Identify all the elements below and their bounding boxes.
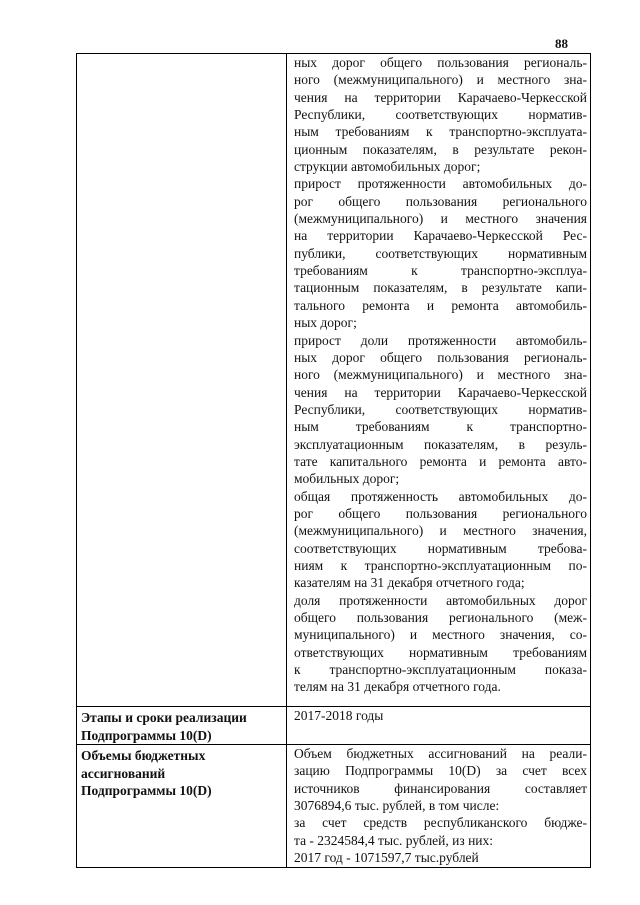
targets-text-line: Республики, соответствующих норматив- xyxy=(294,401,587,417)
targets-text-line: ответствующих нормативным требованиям xyxy=(294,644,587,660)
targets-text-line: на территории Карачаево-Черкесской Рес- xyxy=(294,228,587,244)
targets-text-line: чения на территории Карачаево-Черкесской xyxy=(294,384,587,400)
targets-text-line: ционным показателям, в результате рекон- xyxy=(294,141,587,157)
targets-text-line: (межмуниципального) и местного значения xyxy=(294,211,587,227)
table-row-stages xyxy=(77,707,591,745)
targets-text-line: чения на территории Карачаево-Черкесской xyxy=(294,89,587,105)
targets-text-line: ного (межмуниципального) и местного зна- xyxy=(294,72,587,88)
targets-text-line: доля протяженности автомобильных дорог xyxy=(294,592,587,608)
targets-text-line: прирост протяженности автомобильных до- xyxy=(294,176,587,192)
targets-text-line: ных дорог общего пользования региональ- xyxy=(294,55,587,70)
targets-text-line: Республики, соответствующих норматив- xyxy=(294,107,587,123)
budget-label-line: Подпрограммы 10(D) xyxy=(81,783,212,798)
targets-text-line: (межмуниципального) и местного значения, xyxy=(294,523,587,539)
targets-text-line: рог общего пользования регионального xyxy=(294,505,587,521)
stages-label-line: Подпрограммы 10(D) xyxy=(81,727,212,743)
targets-text-line: публики, соответствующих нормативным xyxy=(294,245,587,261)
targets-text-line: мобильных дорог; xyxy=(294,471,400,487)
targets-text-line: рог общего пользования регионального xyxy=(294,193,587,209)
targets-text-line: ным требованиям к транспортно- xyxy=(294,419,587,435)
targets-text-line: тате капитального ремонта и ремонта авто- xyxy=(294,453,587,469)
budget-text-line: зацию Подпрограммы 10(D) за счет всех xyxy=(294,763,587,779)
budget-label-line: ассигнований xyxy=(81,765,166,781)
targets-text-line: казателям на 31 декабря отчетного года; xyxy=(294,575,525,591)
targets-text-line: тационным показателям, в результате капи- xyxy=(294,280,587,296)
table-row-targets xyxy=(77,54,591,707)
targets-text-line: муниципального) и местного значения, со- xyxy=(294,627,587,643)
stages-label xyxy=(77,707,287,745)
targets-text xyxy=(287,54,591,707)
budget-text-line: та - 2324584,4 тыс. рублей, из них: xyxy=(294,832,494,848)
targets-text-line: прирост доли протяженности автомобиль- xyxy=(294,332,587,348)
page-number: 88 xyxy=(555,36,568,51)
budget-text-line: источников финансирования составляет xyxy=(294,780,587,796)
targets-text-line: эксплуатационным показателям, в резуль- xyxy=(294,436,587,452)
targets-text-line: ного (межмуниципального) и местного зна- xyxy=(294,367,587,383)
targets-text-line: общего пользования регионального (меж- xyxy=(294,610,587,625)
targets-text-line: телям на 31 декабря отчетного года. xyxy=(294,679,501,695)
budget-text-line: Объем бюджетных ассигнований на реали- xyxy=(294,746,587,761)
row-label-empty xyxy=(77,54,287,707)
targets-text-line: ным требованиям к транспортно-эксплуата- xyxy=(294,124,587,140)
targets-text-line: требованиям к транспортно-эксплуа- xyxy=(294,263,587,279)
table-row-budget xyxy=(77,745,591,868)
targets-text-line: ных дорог общего пользования региональ- xyxy=(294,349,587,365)
targets-text-line: соответствующих нормативным требова- xyxy=(294,540,587,556)
budget-label-line: Объемы бюджетных xyxy=(81,748,206,763)
passport-table xyxy=(76,53,591,868)
targets-text-line: ных дорог; xyxy=(294,315,357,331)
budget-label xyxy=(77,745,287,868)
stages-value-line: 2017-2018 годы xyxy=(294,708,384,723)
budget-text-line: 3076894,6 тыс. рублей, в том числе: xyxy=(294,798,500,814)
budget-text-line: за счет средств республиканского бюдже- xyxy=(294,815,587,831)
targets-text-line: тального ремонта и ремонта автомобиль- xyxy=(294,297,587,313)
targets-text-line: струкции автомобильных дорог; xyxy=(294,159,481,175)
stages-label-line: Этапы и сроки реализации xyxy=(81,710,247,725)
budget-text-line: 2017 год - 1071597,7 тыс.рублей xyxy=(294,850,479,866)
stages-value xyxy=(287,707,591,745)
budget-text xyxy=(287,745,591,868)
targets-text-line: ниям к транспортно-эксплуатационным по- xyxy=(294,557,587,573)
targets-text-line: к транспортно-эксплуатационным показа- xyxy=(294,662,587,678)
targets-text-line: общая протяженность автомобильных до- xyxy=(294,488,587,504)
